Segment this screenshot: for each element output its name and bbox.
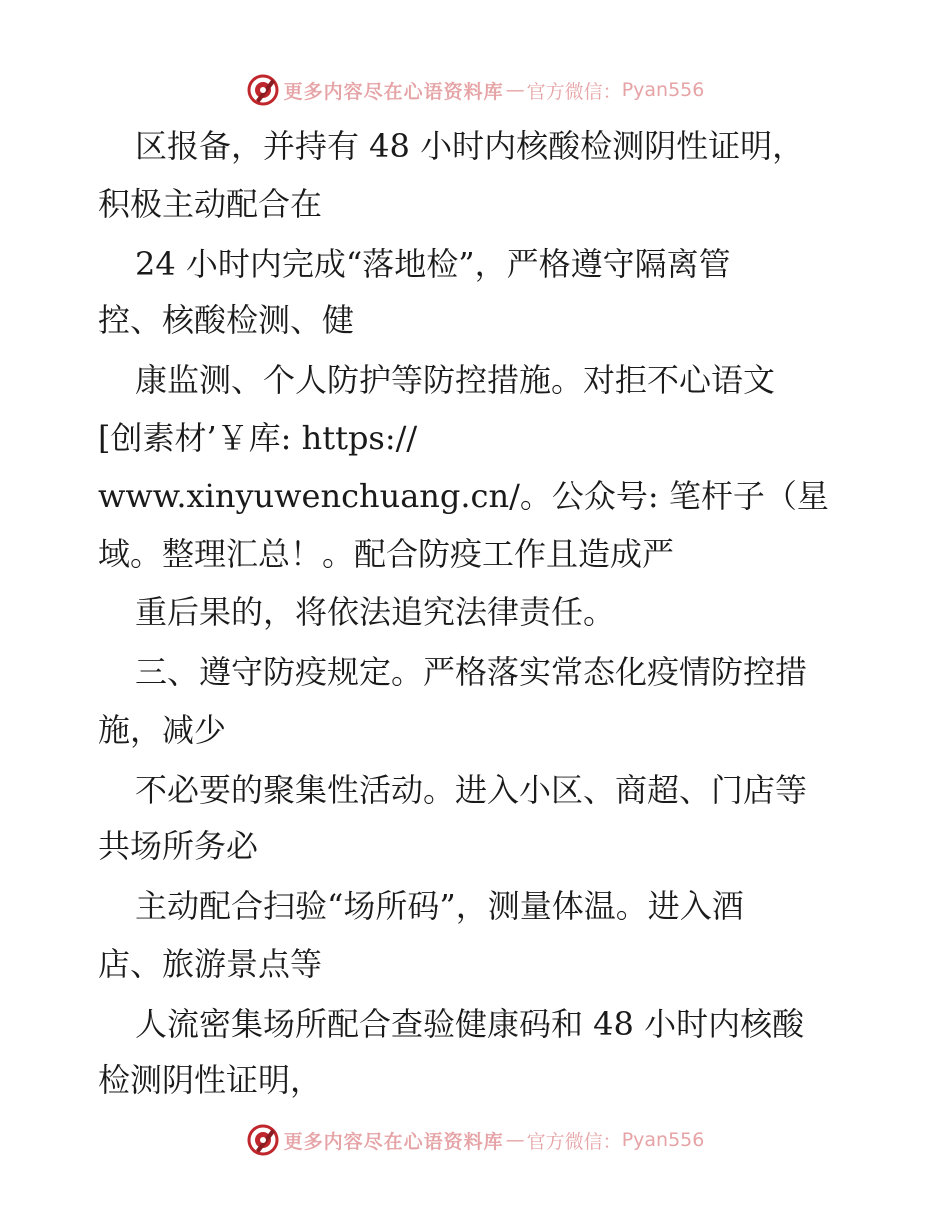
watermark-wechat-label: 官方微信： [526, 80, 622, 103]
watermark-main-text: 更多内容尽在心语资料库 [283, 80, 504, 103]
text-line: www.xinyuwenchuang.cn/。公众号: 笔杆子（星 [98, 477, 829, 515]
watermark-main-text: 更多内容尽在心语资料库 [283, 1130, 504, 1153]
text-line: 控、核酸检测、健 [98, 301, 355, 339]
watermark-dash: — [505, 79, 525, 101]
text-line: [创素材’￥库: https:// [98, 419, 418, 457]
text-line: 共场所务必 [98, 827, 259, 865]
text-line: 康监测、个人防护等防控措施。对拒不心语文 [135, 361, 776, 399]
text-line: 不必要的聚集性活动。进入小区、商超、门店等 [135, 771, 808, 809]
footer-watermark-banner [0, 1120, 950, 1160]
pen-logo-icon [246, 1123, 280, 1157]
watermark-wechat-id: Pyan556 [621, 1129, 705, 1151]
text-line: 24 小时内完成“落地检”，严格遵守隔离管 [135, 245, 731, 283]
text-line: 检测阴性证明， [98, 1061, 323, 1099]
text-line: 店、旅游景点等 [98, 945, 323, 983]
text-line: 三、遵守防疫规定。严格落实常态化疫情防控措 [135, 653, 808, 691]
text-line: 人流密集场所配合查验健康码和 48 小时内核酸 [135, 1005, 805, 1043]
watermark-wechat-id: Pyan556 [621, 79, 705, 101]
text-line: 积极主动配合在 [98, 185, 323, 223]
text-line: 域。整理汇总！。配合防疫工作且造成严 [98, 535, 675, 573]
watermark-wechat-label: 官方微信： [526, 1130, 622, 1153]
text-line: 重后果的，将依法追究法律责任。 [135, 593, 616, 631]
watermark-dash: — [505, 1129, 525, 1151]
text-line: 施，减少 [98, 711, 227, 749]
text-line: 主动配合扫验“场所码”，测量体温。进入酒 [135, 887, 744, 925]
text-line: 区报备，并持有 48 小时内核酸检测阴性证明， [135, 127, 805, 165]
